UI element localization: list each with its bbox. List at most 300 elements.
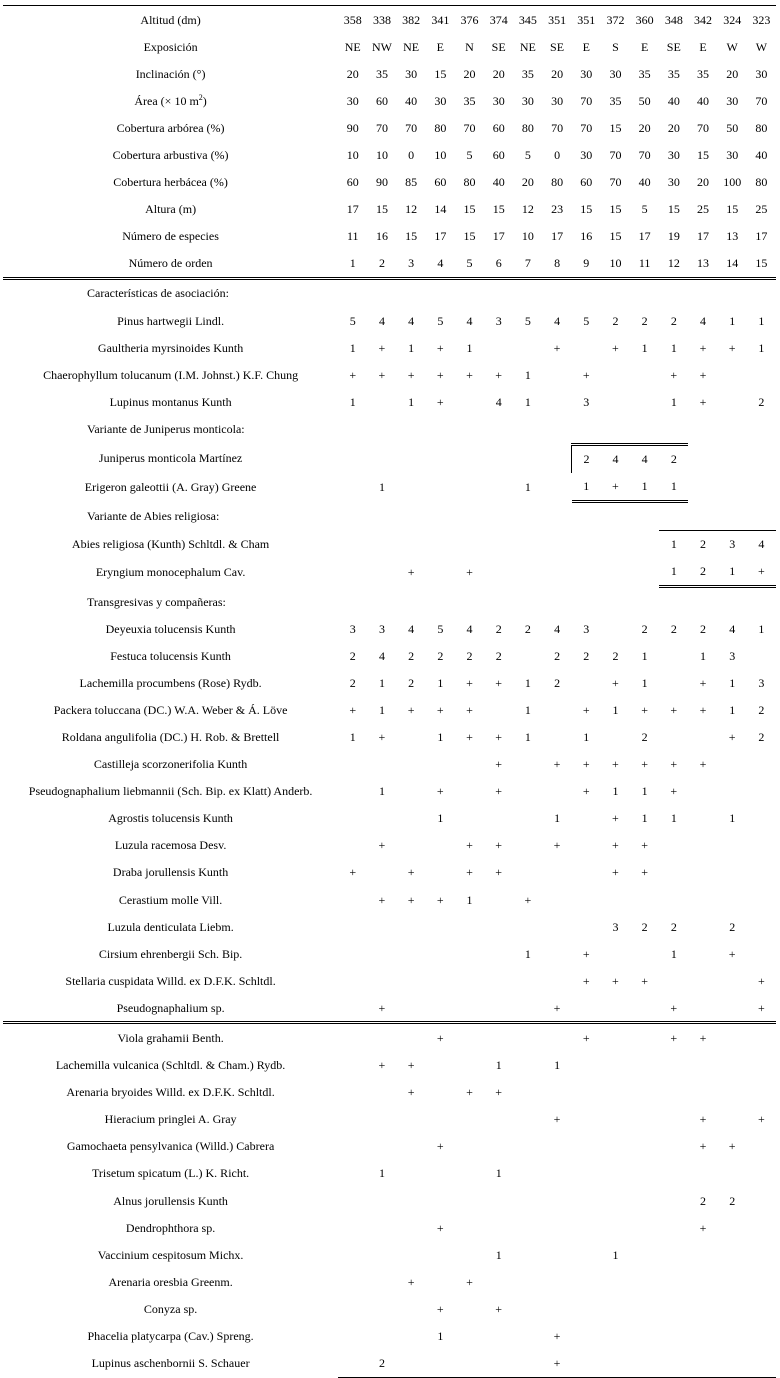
value-cell bbox=[367, 1133, 396, 1160]
value-cell: 30 bbox=[667, 175, 680, 190]
value-cell bbox=[455, 913, 484, 940]
value-cell: 2 bbox=[688, 558, 717, 587]
section-heading-row bbox=[3, 586, 776, 615]
value-cell: 60 bbox=[492, 120, 505, 135]
value-cell bbox=[572, 913, 601, 940]
value-cell bbox=[426, 1268, 455, 1295]
value-cell bbox=[513, 1106, 542, 1133]
value-cell: 1 bbox=[641, 675, 648, 690]
value-cell: + bbox=[378, 892, 386, 907]
value-cell bbox=[659, 1079, 688, 1106]
value-cell bbox=[397, 1187, 426, 1214]
value-cell: 1 bbox=[378, 675, 385, 690]
value-cell bbox=[455, 1295, 484, 1322]
value-cell: 60 bbox=[492, 148, 505, 163]
species-name: Draba jorullensis Kunth bbox=[112, 865, 229, 880]
header-label: Cobertura herbácea (%) bbox=[113, 175, 228, 190]
value-cell: 1 bbox=[583, 729, 590, 744]
value-cell bbox=[338, 1023, 367, 1052]
value-cell: 17 bbox=[346, 202, 359, 217]
value-cell: E bbox=[436, 39, 444, 54]
value-cell bbox=[747, 1295, 776, 1322]
value-cell: + bbox=[699, 675, 707, 690]
value-cell bbox=[367, 940, 396, 967]
value-cell: 15 bbox=[375, 202, 388, 217]
value-cell: W bbox=[755, 39, 768, 54]
value-cell bbox=[513, 530, 542, 558]
value-cell: 40 bbox=[667, 93, 680, 108]
value-cell bbox=[338, 886, 367, 913]
value-cell bbox=[747, 1323, 776, 1350]
value-cell: 4 bbox=[378, 313, 385, 328]
species-name: Juniperus monticola Martínez bbox=[98, 451, 243, 466]
value-cell: 15 bbox=[609, 120, 622, 135]
value-cell: 15 bbox=[405, 229, 418, 244]
value-cell: 2 bbox=[495, 621, 502, 636]
value-cell: 1 bbox=[524, 675, 531, 690]
value-cell: + bbox=[495, 675, 503, 690]
value-cell bbox=[688, 1295, 717, 1322]
species-name: Cirsium ehrenbergii Sch. Bip. bbox=[98, 946, 243, 961]
value-cell bbox=[338, 1079, 367, 1106]
value-cell bbox=[542, 388, 571, 415]
value-cell: 2 bbox=[524, 621, 531, 636]
value-cell bbox=[688, 967, 717, 994]
species-row bbox=[3, 696, 776, 723]
species-name: Vaccinium cespitosum Michx. bbox=[97, 1247, 244, 1262]
value-cell bbox=[688, 1241, 717, 1268]
value-cell: 2 bbox=[408, 648, 415, 663]
value-cell: + bbox=[670, 702, 678, 717]
value-cell: NE bbox=[403, 39, 420, 54]
value-cell: 80 bbox=[755, 120, 768, 135]
value-cell: 25 bbox=[697, 202, 709, 217]
value-cell bbox=[367, 558, 396, 587]
value-cell bbox=[426, 1079, 455, 1106]
value-cell: 0 bbox=[408, 148, 415, 163]
value-cell: 1 bbox=[349, 729, 356, 744]
value-cell bbox=[367, 967, 396, 994]
value-cell bbox=[630, 1350, 659, 1378]
value-cell: 2 bbox=[729, 1193, 736, 1208]
value-cell bbox=[572, 1106, 601, 1133]
header-label: Número de orden bbox=[3, 250, 338, 279]
value-cell bbox=[338, 994, 367, 1023]
value-cell: + bbox=[495, 757, 503, 772]
species-name: Alnus jorullensis Kunth bbox=[113, 1193, 228, 1208]
value-cell: 2 bbox=[641, 621, 648, 636]
value-cell: 15 bbox=[747, 250, 776, 279]
value-cell bbox=[688, 886, 717, 913]
value-cell: 30 bbox=[434, 93, 447, 108]
species-row bbox=[3, 1160, 776, 1187]
value-cell: + bbox=[553, 1112, 561, 1127]
value-cell: 338 bbox=[367, 6, 396, 34]
value-cell bbox=[455, 967, 484, 994]
header-row bbox=[3, 250, 776, 279]
value-cell: 3 bbox=[397, 250, 426, 279]
value-cell bbox=[513, 1160, 542, 1187]
value-cell: 2 bbox=[758, 394, 765, 409]
species-row bbox=[3, 530, 776, 558]
value-cell: 70 bbox=[463, 120, 476, 135]
value-cell: 17 bbox=[638, 229, 651, 244]
value-cell bbox=[747, 473, 776, 502]
value-cell: + bbox=[495, 1085, 503, 1100]
value-cell: + bbox=[758, 973, 765, 988]
value-cell: 30 bbox=[667, 148, 680, 163]
value-cell: 70 bbox=[580, 120, 593, 135]
species-name: Deyeuxia tolucensis Kunth bbox=[105, 621, 236, 636]
species-row bbox=[3, 886, 776, 913]
species-row bbox=[3, 1268, 776, 1295]
value-cell: + bbox=[699, 1220, 707, 1235]
value-cell bbox=[572, 1241, 601, 1268]
species-name: Erigeron galeottii (A. Gray) Greene bbox=[84, 479, 257, 494]
value-cell bbox=[338, 1052, 367, 1079]
value-cell: 1 bbox=[718, 558, 747, 587]
value-cell: + bbox=[582, 367, 590, 382]
value-cell bbox=[367, 1295, 396, 1322]
species-name: Gaultheria myrsinoides Kunth bbox=[97, 340, 244, 355]
value-cell: + bbox=[670, 1031, 678, 1046]
value-cell: + bbox=[699, 702, 707, 717]
species-row bbox=[3, 967, 776, 994]
value-cell: 1 bbox=[641, 784, 648, 799]
value-cell: + bbox=[612, 865, 619, 880]
value-cell: 2 bbox=[670, 919, 677, 934]
value-cell bbox=[747, 886, 776, 913]
species-name: Arenaria oresbia Greenm. bbox=[108, 1274, 233, 1289]
value-cell bbox=[542, 886, 571, 913]
value-cell: 9 bbox=[572, 250, 601, 279]
value-cell bbox=[747, 1052, 776, 1079]
species-name: Dendrophthora sp. bbox=[125, 1220, 216, 1235]
value-cell: + bbox=[436, 1301, 444, 1316]
value-cell bbox=[542, 723, 571, 750]
value-cell: 1 bbox=[495, 1247, 502, 1262]
value-cell bbox=[630, 1052, 659, 1079]
value-cell bbox=[718, 1023, 747, 1052]
value-cell: 10 bbox=[601, 250, 630, 279]
value-cell bbox=[484, 1106, 513, 1133]
value-cell bbox=[455, 805, 484, 832]
value-cell bbox=[747, 1079, 776, 1106]
value-cell bbox=[659, 1214, 688, 1241]
value-cell: + bbox=[436, 394, 444, 409]
value-cell bbox=[718, 967, 747, 994]
value-cell: 80 bbox=[463, 175, 476, 190]
value-cell bbox=[572, 669, 601, 696]
value-cell bbox=[484, 805, 513, 832]
value-cell: 15 bbox=[609, 229, 622, 244]
value-cell bbox=[338, 1133, 367, 1160]
value-cell: 348 bbox=[659, 6, 688, 34]
value-cell: 12 bbox=[521, 202, 534, 217]
value-cell: E bbox=[582, 39, 590, 54]
value-cell bbox=[718, 1079, 747, 1106]
value-cell: + bbox=[699, 1112, 707, 1127]
value-cell bbox=[601, 1023, 630, 1052]
value-cell bbox=[601, 1295, 630, 1322]
value-cell bbox=[397, 1323, 426, 1350]
value-cell: + bbox=[601, 473, 630, 502]
species-name: Lachemilla vulcanica (Schltdl. & Cham.) Rydb. bbox=[55, 1058, 286, 1073]
value-cell: 1 bbox=[729, 702, 736, 717]
species-name: Packera toluccana (DC.) W.A. Weber & Á. Löve bbox=[53, 702, 288, 717]
value-cell: + bbox=[436, 784, 444, 799]
value-cell bbox=[542, 1079, 571, 1106]
value-cell: 5 bbox=[466, 148, 473, 163]
value-cell: + bbox=[466, 729, 473, 744]
value-cell bbox=[601, 361, 630, 388]
value-cell bbox=[630, 940, 659, 967]
value-cell bbox=[484, 1350, 513, 1378]
value-cell bbox=[718, 1052, 747, 1079]
value-cell bbox=[542, 940, 571, 967]
value-cell bbox=[367, 1106, 396, 1133]
species-row bbox=[3, 805, 776, 832]
species-row bbox=[3, 669, 776, 696]
value-cell: 1 bbox=[630, 473, 659, 502]
value-cell: + bbox=[582, 757, 590, 772]
value-cell bbox=[513, 778, 542, 805]
value-cell bbox=[659, 1052, 688, 1079]
value-cell: 2 bbox=[583, 648, 590, 663]
value-cell: + bbox=[699, 1139, 707, 1154]
value-cell: + bbox=[670, 784, 678, 799]
value-cell bbox=[747, 1023, 776, 1052]
value-cell bbox=[572, 1350, 601, 1378]
value-cell: 2 bbox=[670, 621, 677, 636]
value-cell bbox=[513, 1214, 542, 1241]
value-cell bbox=[338, 1241, 367, 1268]
value-cell bbox=[659, 1106, 688, 1133]
value-cell: 1 bbox=[612, 784, 619, 799]
value-cell: + bbox=[747, 558, 776, 587]
value-cell bbox=[426, 1160, 455, 1187]
value-cell bbox=[688, 1079, 717, 1106]
value-cell: + bbox=[758, 1112, 765, 1127]
value-cell: + bbox=[582, 973, 590, 988]
species-name: Arenaria bryoides Willd. ex D.F.K. Schltdl. bbox=[66, 1085, 275, 1100]
value-cell bbox=[367, 1187, 396, 1214]
value-cell: 35 bbox=[697, 66, 709, 81]
species-name: Pseudognaphalium sp. bbox=[3, 994, 338, 1023]
value-cell bbox=[484, 913, 513, 940]
value-cell: 1 bbox=[378, 479, 385, 494]
value-cell: 4 bbox=[408, 621, 415, 636]
value-cell: 17 bbox=[434, 229, 447, 244]
value-cell bbox=[367, 1023, 396, 1052]
value-cell: + bbox=[582, 946, 590, 961]
value-cell bbox=[718, 1350, 747, 1378]
value-cell: 30 bbox=[755, 66, 768, 81]
value-cell: 4 bbox=[466, 621, 473, 636]
value-cell bbox=[601, 1323, 630, 1350]
value-cell bbox=[659, 967, 688, 994]
header-row bbox=[3, 141, 776, 168]
value-cell: 2 bbox=[700, 621, 706, 636]
value-cell bbox=[338, 832, 367, 859]
header-row bbox=[3, 6, 776, 34]
value-cell: + bbox=[542, 1350, 571, 1378]
value-cell: 1 bbox=[338, 250, 367, 279]
value-cell bbox=[542, 1214, 571, 1241]
species-name: Abies religiosa (Kunth) Schltdl. & Cham bbox=[71, 537, 270, 552]
value-cell bbox=[630, 1023, 659, 1052]
value-cell bbox=[397, 1350, 426, 1378]
value-cell bbox=[455, 1160, 484, 1187]
header-label: Inclinación (°) bbox=[135, 66, 206, 81]
value-cell: 1 bbox=[378, 702, 385, 717]
value-cell: 4 bbox=[630, 444, 659, 473]
value-cell: 1 bbox=[349, 394, 356, 409]
value-cell bbox=[455, 530, 484, 558]
value-cell: 20 bbox=[697, 175, 709, 190]
value-cell: 3 bbox=[583, 621, 590, 636]
value-cell: 6 bbox=[484, 250, 513, 279]
value-cell: 2 bbox=[367, 250, 396, 279]
value-cell: 1 bbox=[378, 1166, 385, 1181]
value-cell bbox=[513, 444, 542, 473]
species-row bbox=[3, 473, 776, 502]
species-name: Cerastium molle Vill. bbox=[118, 892, 223, 907]
value-cell: 1 bbox=[524, 946, 531, 961]
value-cell: 1 bbox=[408, 340, 415, 355]
value-cell: 3 bbox=[583, 394, 590, 409]
value-cell bbox=[455, 444, 484, 473]
value-cell: 30 bbox=[492, 93, 505, 108]
header-label: Número de especies bbox=[122, 229, 219, 244]
value-cell bbox=[426, 444, 455, 473]
value-cell bbox=[659, 1133, 688, 1160]
value-cell: + bbox=[641, 865, 649, 880]
value-cell: 15 bbox=[667, 202, 680, 217]
value-cell bbox=[718, 1160, 747, 1187]
species-row bbox=[3, 642, 776, 669]
value-cell: 1 bbox=[524, 367, 531, 382]
value-cell: 1 bbox=[670, 946, 677, 961]
value-cell: 4 bbox=[554, 313, 561, 328]
value-cell bbox=[718, 473, 747, 502]
value-cell: 80 bbox=[755, 175, 768, 190]
species-name: Chaerophyllum tolucanum (I.M. Johnst.) K.F. Chung bbox=[43, 367, 299, 382]
value-cell: 342 bbox=[688, 6, 717, 34]
value-cell: + bbox=[612, 973, 619, 988]
value-cell: + bbox=[612, 838, 619, 853]
value-cell: 35 bbox=[609, 93, 622, 108]
value-cell bbox=[601, 1160, 630, 1187]
value-cell: 1 bbox=[641, 811, 648, 826]
value-cell: + bbox=[659, 994, 688, 1023]
value-cell: 4 bbox=[747, 530, 776, 558]
species-name: Stellaria cuspidata Willd. ex D.F.K. Schltdl. bbox=[65, 973, 276, 988]
value-cell: 40 bbox=[405, 93, 418, 108]
value-cell bbox=[338, 1350, 367, 1378]
value-cell bbox=[747, 361, 776, 388]
value-cell: 5 bbox=[437, 313, 444, 328]
value-cell: 1 bbox=[524, 729, 531, 744]
value-cell: N bbox=[465, 39, 474, 54]
value-cell bbox=[513, 1133, 542, 1160]
value-cell: 382 bbox=[397, 6, 426, 34]
species-row bbox=[3, 1106, 776, 1133]
value-cell bbox=[630, 886, 659, 913]
value-cell: + bbox=[378, 1058, 386, 1073]
value-cell: 70 bbox=[638, 148, 651, 163]
value-cell bbox=[601, 558, 630, 587]
value-cell bbox=[747, 1160, 776, 1187]
value-cell bbox=[747, 1214, 776, 1241]
value-cell bbox=[542, 1133, 571, 1160]
header-row bbox=[3, 169, 776, 196]
species-name: Viola grahamii Benth. bbox=[117, 1031, 224, 1046]
value-cell bbox=[688, 913, 717, 940]
value-cell: + bbox=[612, 675, 619, 690]
value-cell: 2 bbox=[670, 313, 677, 328]
value-cell bbox=[426, 751, 455, 778]
value-cell: 1 bbox=[378, 784, 385, 799]
value-cell: 80 bbox=[434, 120, 447, 135]
value-cell bbox=[630, 1241, 659, 1268]
species-row bbox=[3, 615, 776, 642]
value-cell: 351 bbox=[572, 6, 601, 34]
value-cell: 3 bbox=[495, 313, 502, 328]
value-cell bbox=[688, 473, 717, 502]
value-cell bbox=[601, 886, 630, 913]
value-cell: + bbox=[436, 1139, 444, 1154]
value-cell bbox=[513, 1268, 542, 1295]
value-cell: 20 bbox=[492, 66, 505, 81]
value-cell bbox=[455, 388, 484, 415]
value-cell bbox=[397, 751, 426, 778]
value-cell: 30 bbox=[726, 93, 739, 108]
value-cell: 17 bbox=[755, 229, 768, 244]
value-cell: 1 bbox=[466, 892, 473, 907]
species-name: Pseudognaphalium liebmannii (Sch. Bip. ex Klatt) Anderb. bbox=[28, 784, 313, 799]
value-cell bbox=[455, 1187, 484, 1214]
value-cell bbox=[718, 886, 747, 913]
value-cell bbox=[455, 994, 484, 1023]
value-cell bbox=[688, 994, 717, 1023]
value-cell: 351 bbox=[542, 6, 571, 34]
value-cell bbox=[747, 805, 776, 832]
value-cell: 70 bbox=[375, 120, 388, 135]
value-cell bbox=[484, 1323, 513, 1350]
value-cell: + bbox=[466, 865, 473, 880]
species-row bbox=[3, 1133, 776, 1160]
value-cell bbox=[542, 1268, 571, 1295]
value-cell bbox=[572, 1295, 601, 1322]
value-cell bbox=[601, 940, 630, 967]
value-cell bbox=[397, 805, 426, 832]
value-cell bbox=[367, 1079, 396, 1106]
value-cell: 60 bbox=[434, 175, 447, 190]
value-cell bbox=[513, 1241, 542, 1268]
value-cell: + bbox=[641, 702, 649, 717]
value-cell bbox=[338, 751, 367, 778]
value-cell: 70 bbox=[551, 120, 564, 135]
value-cell bbox=[397, 530, 426, 558]
value-cell bbox=[572, 859, 601, 886]
value-cell: 35 bbox=[638, 66, 651, 81]
value-cell bbox=[601, 723, 630, 750]
value-cell: 2 bbox=[641, 729, 648, 744]
value-cell: E bbox=[640, 39, 649, 54]
value-cell bbox=[659, 669, 688, 696]
value-cell bbox=[484, 696, 513, 723]
